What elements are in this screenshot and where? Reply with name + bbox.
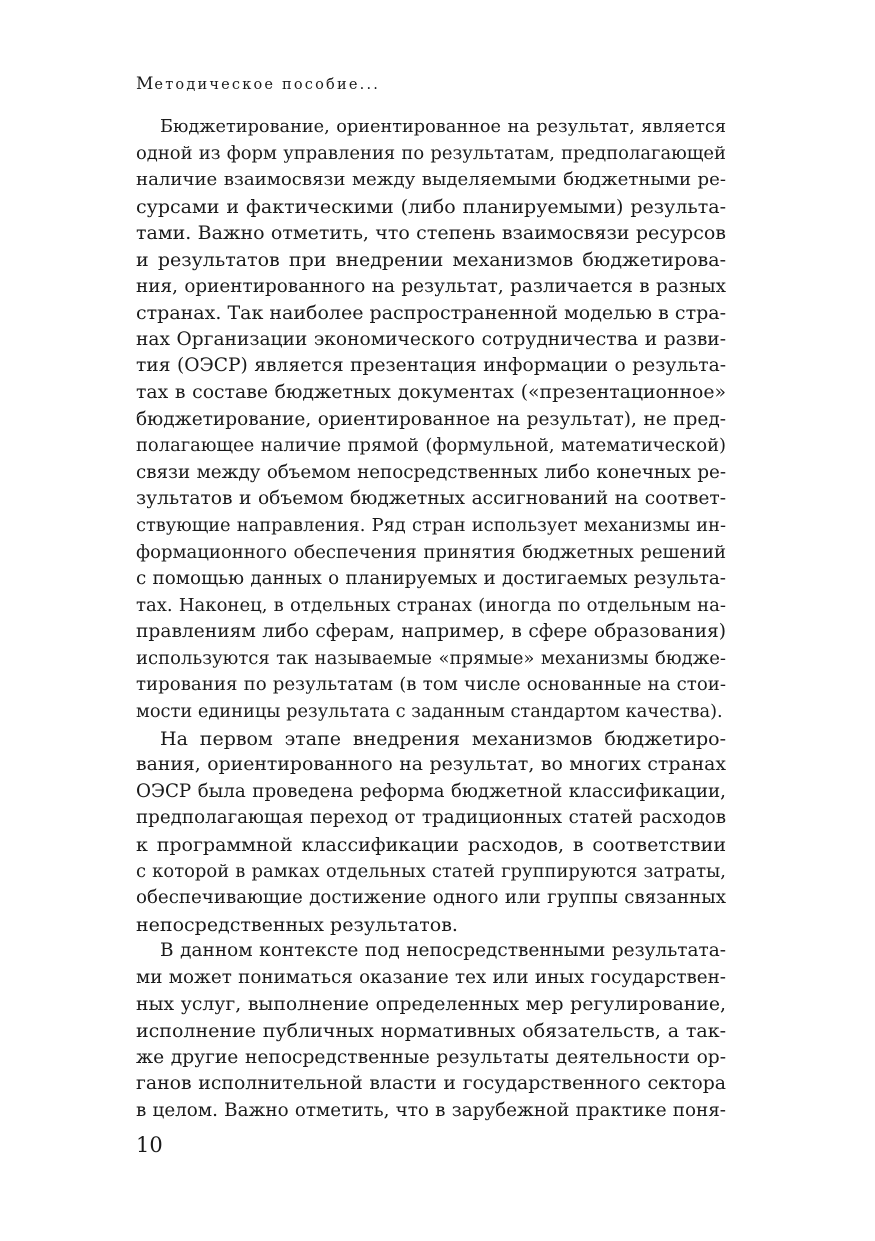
text-line: формационного обеспечения принятия бюджетных решений (136, 541, 726, 563)
text-line: к программной классификации расходов, в соответствии (136, 834, 726, 857)
text-line: наличие взаимосвязи между выделяемыми бюджетными ре- (136, 169, 726, 191)
text-line: полагающее наличие прямой (формульной, математической) (136, 435, 726, 457)
text-line: вания, ориентированного на результат, во многих странах (136, 754, 726, 776)
text-line: и результатов при внедрении механизмов бюджетирова- (136, 248, 726, 271)
text-line: в целом. Важно отметить, что в зарубежной практике поня- (136, 1099, 726, 1121)
text-line: с помощью данных о планируемых и достигаемых результа- (136, 568, 726, 590)
text-line: правлениям либо сферам, например, в сфере образования) (136, 621, 726, 643)
text-line: нах Организации экономического сотрудничества и разви- (136, 328, 726, 350)
text-line: связи между объемом непосредственных либо конечных ре- (136, 461, 726, 483)
text-line: обеспечивающие достижение одного или группы связанных (136, 887, 726, 909)
text-line: сурсами и фактическими (либо планируемыми) результа- (136, 195, 726, 218)
body-text (136, 114, 726, 1125)
running-head-initial: М (136, 74, 155, 94)
running-head-text: етодическое пособие... (154, 77, 381, 93)
text-line: ганов исполнительной власти и государственного сектора (136, 1073, 726, 1095)
text-line: зультатов и объемом бюджетных ассигнований на соответ- (136, 488, 726, 510)
text-line: же другие непосредственные результаты деятельности ор- (136, 1046, 726, 1068)
text-line: тах. Наконец, в отдельных странах (иногда по отдельным на- (136, 594, 726, 616)
text-line: Бюджетирование, ориентированное на результат, является (160, 117, 726, 137)
text-line: тирования по результатам (в том числе основанные на стои- (136, 674, 726, 696)
text-line: исполнение публичных нормативных обязательств, а так- (136, 1020, 726, 1043)
text-line: ми может пониматься оказание тех или иных государствен- (136, 967, 726, 988)
text-line: с которой в рамках отдельных статей группируются затраты, (136, 860, 726, 882)
text-line: используются так называемые «прямые» механизмы бюдже- (136, 647, 726, 669)
text-line: тами. Важно отметить, что степень взаимосвязи ресурсов (136, 222, 726, 245)
text-line: странах. Так наиболее распространенной моделью в стра- (136, 302, 726, 325)
text-line: ОЭСР была проведена реформа бюджетной классификации, (136, 780, 726, 802)
text-line: тах в составе бюджетных документах («презентационное» (136, 381, 726, 403)
text-line: предполагающая переход от традиционных статей расходов (136, 807, 726, 829)
text-line: ния, ориентированного на результат, различается в разных (136, 275, 726, 297)
text-line: мости единицы результата с заданным стандартом качества). (136, 701, 723, 723)
text-line: бюджетирование, ориентированное на результат), не пред- (136, 408, 726, 430)
page-number: 10 (136, 1133, 163, 1157)
text-line: В данном контексте под непосредственными результата- (160, 940, 726, 962)
running-head (136, 74, 380, 94)
text-line: На первом этапе внедрения механизмов бюджетиро- (160, 727, 726, 750)
text-line: одной из форм управления по результатам, предполагающей (136, 142, 726, 164)
text-line: ствующие направления. Ряд стран использует механизмы ин- (136, 514, 726, 536)
text-line: непосредственных результатов. (136, 913, 458, 936)
text-line: ных услуг, выполнение определенных мер регулирование, (136, 993, 726, 1015)
text-line: тия (ОЭСР) является презентация информации о результа- (136, 355, 726, 377)
